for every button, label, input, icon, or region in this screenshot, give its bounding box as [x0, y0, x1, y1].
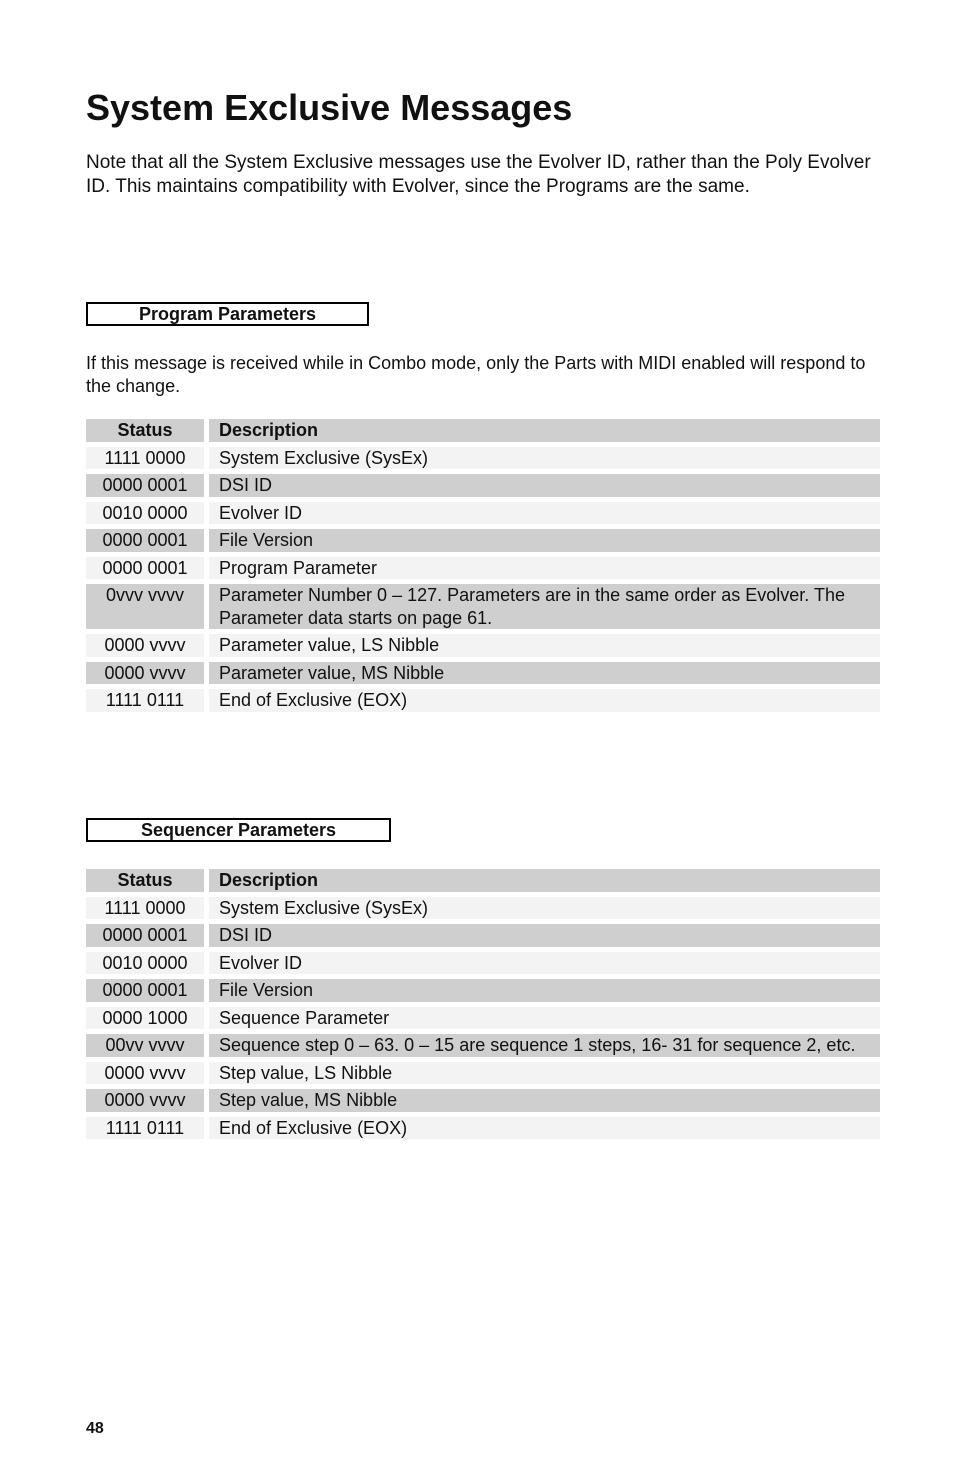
table-row [86, 1089, 880, 1112]
description-cell: System Exclusive (SysEx) [209, 447, 880, 470]
description-cell: Step value, LS Nibble [209, 1062, 880, 1085]
table-row [86, 924, 880, 947]
table-row [86, 1007, 880, 1030]
table-row [86, 897, 880, 920]
status-cell: 0000 0001 [86, 529, 204, 552]
table-row [86, 502, 880, 525]
status-cell: 0000 vvvv [86, 634, 204, 657]
table-header-row [86, 419, 880, 442]
status-cell: 1111 0000 [86, 897, 204, 920]
description-column-header: Description [209, 869, 880, 892]
table-row [86, 689, 880, 712]
description-cell: Step value, MS Nibble [209, 1089, 880, 1112]
description-cell: Sequence Parameter [209, 1007, 880, 1030]
status-cell: 0000 0001 [86, 557, 204, 580]
description-column-header: Description [209, 419, 880, 442]
sequencer-parameters-heading: Sequencer Parameters [86, 818, 391, 842]
status-cell: 0000 vvvv [86, 1089, 204, 1112]
description-cell: Sequence step 0 – 63. 0 – 15 are sequence 1 steps, 16- 31 for sequence 2, etc. [209, 1034, 880, 1057]
status-cell: 1111 0111 [86, 689, 204, 712]
status-column-header: Status [86, 869, 204, 892]
program-parameters-note: If this message is received while in Combo mode, only the Parts with MIDI enabled will respond to the change. [86, 353, 866, 396]
status-cell: 0000 0001 [86, 474, 204, 497]
program-parameters-table [86, 419, 880, 717]
table-row [86, 662, 880, 685]
status-cell: 0000 0001 [86, 924, 204, 947]
table-row [86, 557, 880, 580]
description-cell: File Version [209, 979, 880, 1002]
page-number: 48 [86, 1420, 104, 1437]
description-cell: Parameter value, MS Nibble [209, 662, 880, 685]
table-row [86, 1117, 880, 1140]
status-column-header: Status [86, 419, 204, 442]
description-cell: Parameter Number 0 – 127. Parameters are in the same order as Evolver. The Parameter data starts on page 61. [209, 584, 880, 629]
table-row [86, 952, 880, 975]
page-title: System Exclusive Messages [86, 87, 573, 128]
description-cell: Program Parameter [209, 557, 880, 580]
program-parameters-heading: Program Parameters [86, 302, 369, 326]
description-cell: Parameter value, LS Nibble [209, 634, 880, 657]
table-row [86, 474, 880, 497]
table-row [86, 1062, 880, 1085]
status-cell: 1111 0000 [86, 447, 204, 470]
status-cell: 0000 vvvv [86, 1062, 204, 1085]
description-cell: File Version [209, 529, 880, 552]
status-cell: 1111 0111 [86, 1117, 204, 1140]
description-cell: Evolver ID [209, 502, 880, 525]
description-cell: End of Exclusive (EOX) [209, 1117, 880, 1140]
status-cell: 0000 1000 [86, 1007, 204, 1030]
description-cell: DSI ID [209, 474, 880, 497]
status-cell: 0000 vvvv [86, 662, 204, 685]
status-cell: 0010 0000 [86, 952, 204, 975]
table-row [86, 979, 880, 1002]
table-header-row [86, 869, 880, 892]
description-cell: System Exclusive (SysEx) [209, 897, 880, 920]
description-cell: End of Exclusive (EOX) [209, 689, 880, 712]
intro-paragraph: Note that all the System Exclusive messages use the Evolver ID, rather than the Poly Evolver ID. This maintains compatibility with Evolver, since the Programs are the same. [86, 152, 871, 197]
status-cell: 0000 0001 [86, 979, 204, 1002]
status-cell: 00vv vvvv [86, 1034, 204, 1057]
table-row [86, 584, 880, 629]
table-row [86, 1034, 880, 1057]
description-cell: DSI ID [209, 924, 880, 947]
sequencer-parameters-table [86, 869, 880, 1144]
description-cell: Evolver ID [209, 952, 880, 975]
status-cell: 0vvv vvvv [86, 584, 204, 629]
status-cell: 0010 0000 [86, 502, 204, 525]
table-row [86, 634, 880, 657]
table-row [86, 447, 880, 470]
table-row [86, 529, 880, 552]
